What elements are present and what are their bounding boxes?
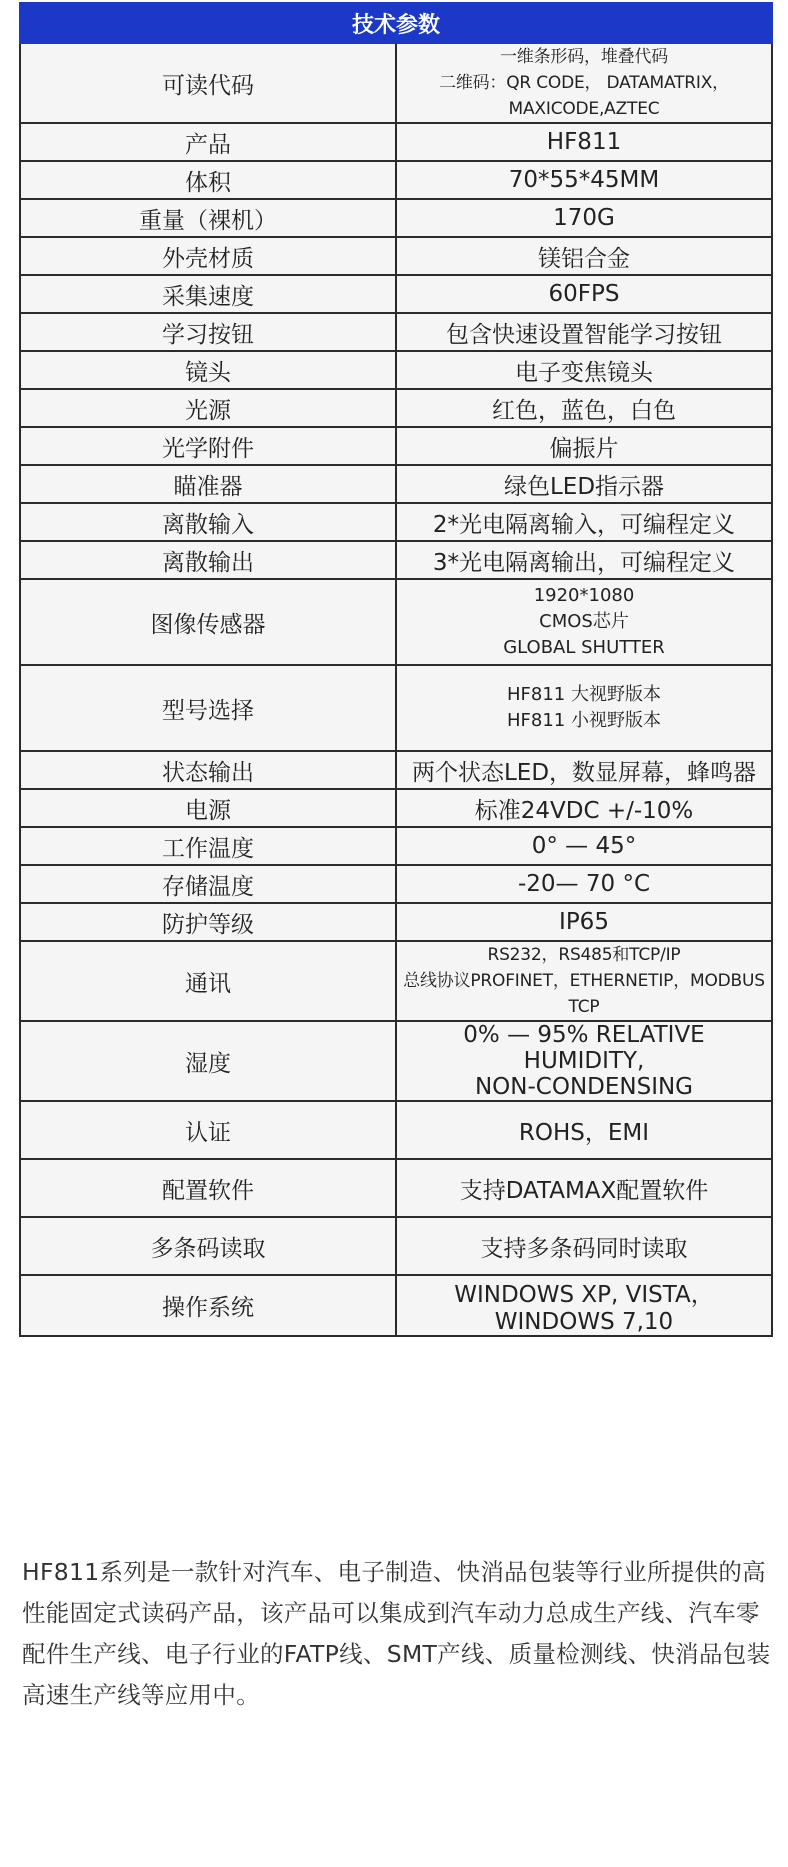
spec-value-line: 支持DATAMAX配置软件 (459, 1177, 709, 1204)
spec-value (396, 789, 772, 827)
spec-value (396, 751, 772, 789)
spec-value-line: HF811 大视野版本 (507, 684, 661, 705)
spec-value (396, 865, 772, 903)
spec-value (396, 579, 772, 665)
spec-value-line: 170G (553, 205, 615, 231)
table-row (20, 789, 772, 827)
spec-value-line: ROHS，EMI (518, 1119, 650, 1146)
spec-value (396, 1217, 772, 1275)
spec-value-line: 包含快速设置智能学习按钮 (446, 321, 722, 348)
spec-value (396, 389, 772, 427)
spec-label: 湿度 (20, 1021, 396, 1101)
spec-label: 离散输入 (20, 503, 396, 541)
spec-label: 采集速度 (20, 275, 396, 313)
spec-value (396, 237, 772, 275)
spec-label: 多条码读取 (20, 1217, 396, 1275)
table-row (20, 1101, 772, 1159)
spec-value-line: HF811 小视野版本 (507, 710, 661, 731)
table-row (20, 827, 772, 865)
product-description: HF811系列是一款针对汽车、电子制造、快消品包装等行业所提供的高性能固定式读码产品，该产品可以集成到汽车动力总成生产线、汽车零配件生产线、电子行业的FATP线、SMT产线、质量检测线、快消品包装高速生产线等应用中。 (22, 1558, 771, 1709)
spec-value (396, 541, 772, 579)
spec-value (396, 665, 772, 751)
spec-value-line: CMOS芯片 (539, 611, 629, 632)
spec-label: 存储温度 (20, 865, 396, 903)
spec-value-line: GLOBAL SHUTTER (503, 637, 665, 658)
table-row (20, 275, 772, 313)
spec-label: 可读代码 (20, 43, 396, 123)
table-row (20, 503, 772, 541)
table-row (20, 351, 772, 389)
spec-value-line: 二维码：QR CODE， DATAMATRIX，MAXICODE,AZTEC (439, 73, 729, 119)
spec-value-line: IP65 (559, 909, 609, 935)
spec-value (396, 941, 772, 1021)
spec-value (396, 199, 772, 237)
spec-label: 工作温度 (20, 827, 396, 865)
spec-label: 光学附件 (20, 427, 396, 465)
spec-value (396, 465, 772, 503)
spec-value-line: 2*光电隔离输入，可编程定义 (432, 511, 736, 538)
spec-value (396, 1275, 772, 1336)
spec-value-line: 总线协议PROFINET，ETHERNETIP，MODBUS TCP (403, 971, 765, 1017)
table-row (20, 237, 772, 275)
spec-value-line: 电子变焦镜头 (515, 359, 653, 386)
spec-value-line: 70*55*45MM (508, 167, 660, 193)
spec-table (19, 2, 773, 1337)
spec-value (396, 827, 772, 865)
spec-value-line: 标准24VDC +/-10% (474, 797, 694, 824)
spec-value (396, 503, 772, 541)
spec-value-line: 支持多条码同时读取 (480, 1235, 688, 1262)
spec-value (396, 1101, 772, 1159)
spec-value (396, 313, 772, 351)
table-row (20, 465, 772, 503)
spec-label: 状态输出 (20, 751, 396, 789)
spec-label: 电源 (20, 789, 396, 827)
spec-label: 离散输出 (20, 541, 396, 579)
spec-value-line: 1920*1080 (533, 585, 635, 606)
spec-value-line: 绿色LED指示器 (503, 473, 665, 500)
spec-label: 外壳材质 (20, 237, 396, 275)
table-row (20, 389, 772, 427)
spec-value (396, 903, 772, 941)
spec-value (396, 1159, 772, 1217)
table-row (20, 313, 772, 351)
table-row (20, 541, 772, 579)
spec-value-line: RS232，RS485和TCP/IP (487, 945, 681, 965)
table-header: 技术参数 (20, 3, 772, 43)
spec-value (396, 161, 772, 199)
table-row (20, 865, 772, 903)
table-row (20, 1275, 772, 1336)
table-row (20, 1217, 772, 1275)
spec-label: 通讯 (20, 941, 396, 1021)
spec-value-line: NON-CONDENSING (474, 1074, 694, 1100)
spec-value-line: WINDOWS XP, VISTA， WINDOWS 7,10 (454, 1282, 714, 1335)
table-row (20, 579, 772, 665)
table-row (20, 43, 772, 123)
spec-label: 体积 (20, 161, 396, 199)
table-row (20, 427, 772, 465)
spec-value-line: -20— 70 °C (517, 871, 650, 897)
spec-value-line: HF811 (546, 129, 622, 155)
spec-value-line: 0° — 45° (531, 833, 637, 859)
table-row (20, 1159, 772, 1217)
spec-value (396, 275, 772, 313)
table-row (20, 161, 772, 199)
spec-label: 防护等级 (20, 903, 396, 941)
spec-value-line: 偏振片 (549, 435, 619, 462)
spec-value (396, 123, 772, 161)
spec-label: 学习按钮 (20, 313, 396, 351)
spec-value-line: 两个状态LED，数显屏幕，蜂鸣器 (411, 759, 757, 786)
spec-value-line: 3*光电隔离输出，可编程定义 (432, 549, 736, 576)
spec-label: 产品 (20, 123, 396, 161)
spec-label: 认证 (20, 1101, 396, 1159)
spec-label: 型号选择 (20, 665, 396, 751)
spec-label: 配置软件 (20, 1159, 396, 1217)
spec-value (396, 1021, 772, 1101)
spec-value (396, 427, 772, 465)
table-row (20, 665, 772, 751)
spec-label: 瞄准器 (20, 465, 396, 503)
table-row (20, 941, 772, 1021)
table-row (20, 751, 772, 789)
table-header-row (20, 3, 772, 43)
spec-value-line: 60FPS (548, 281, 620, 307)
spec-label: 镜头 (20, 351, 396, 389)
spec-label: 光源 (20, 389, 396, 427)
spec-label: 重量（裸机） (20, 199, 396, 237)
table-row (20, 123, 772, 161)
spec-value-line: 红色，蓝色，白色 (492, 397, 676, 424)
table-row (20, 199, 772, 237)
table-row (20, 1021, 772, 1101)
spec-value (396, 351, 772, 389)
spec-value-line: 一维条形码，堆叠代码 (500, 47, 668, 67)
spec-label: 图像传感器 (20, 579, 396, 665)
spec-value (396, 43, 772, 123)
spec-value-line: 镁铝合金 (538, 245, 630, 272)
table-row (20, 903, 772, 941)
spec-value-line: 0% — 95% RELATIVE HUMIDITY, (463, 1022, 705, 1074)
spec-label: 操作系统 (20, 1275, 396, 1336)
